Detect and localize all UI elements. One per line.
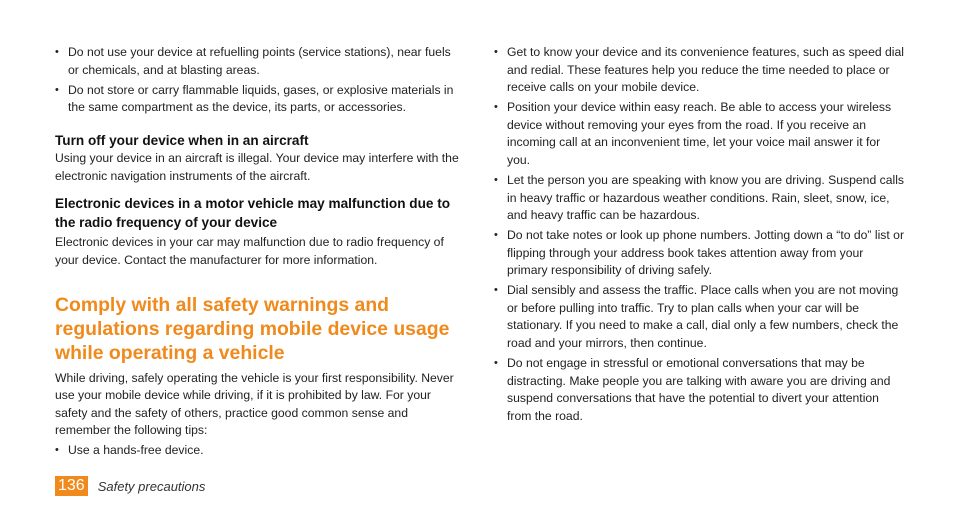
right-column <box>494 44 904 428</box>
list-item: • Do not use your device at refuelling points (service stations), near fuels or chemicals, and at blasting areas. <box>55 45 451 77</box>
bullet-list-top <box>55 44 460 117</box>
bullet-list-right <box>494 44 904 425</box>
bullet-list-bottom <box>55 442 460 460</box>
list-item: • Do not store or carry flammable liquids, gases, or explosive materials in the same compartment as the device, its parts, or accessories. <box>55 82 454 115</box>
bullet-icon: • <box>494 173 498 186</box>
list-item: • Do not take notes or look up phone numbers. Jotting down a “to do” list or flipping through your address book takes attention away from your primary responsibility of driving safely. <box>494 228 904 278</box>
bullet-icon: • <box>494 46 498 58</box>
list-item: • Position your device within easy reach. Be able to access your wireless device without removing your eyes from the road. If you receive an incoming call at an inconvenient time, let your voice mail answer it for you. <box>494 100 892 167</box>
motor-vehicle-heading: Electronic devices in a motor vehicle may malfunction due to the radio frequency of your device <box>55 196 451 230</box>
list-item: • Use a hands-free device. <box>55 442 460 460</box>
list-item: • Dial sensibly and assess the traffic. Place calls when you are not moving or before pulling into traffic. Try to plan calls when your car will be stationary. If you need to make a call, dial only a few numbers, check the road and your mirrors, then continue. <box>494 283 899 351</box>
left-column <box>55 44 460 462</box>
main-heading: Comply with all safety warnings and regulations regarding mobile device usage while operating a vehicle <box>55 293 450 364</box>
aircraft-heading: Turn off your device when in an aircraft <box>55 132 309 148</box>
bullet-icon: • <box>494 284 498 297</box>
bullet-icon: • <box>55 46 59 58</box>
aircraft-body: Using your device in an aircraft is illegal. Your device may interfere with the electronic navigation instruments of the aircraft. <box>55 151 459 183</box>
list-item: • Let the person you are speaking with know you are driving. Suspend calls in heavy traffic or hazardous weather conditions. Rain, sleet, snow, ice, and heavy traffic can be hazardous. <box>494 172 905 223</box>
list-item: • Get to know your device and its convenience features, such as speed dial and redial. These features help you reduce the time needed to place or receive calls on your mobile device. <box>494 45 905 95</box>
page-number: 136 <box>55 476 88 496</box>
motor-vehicle-body: Electronic devices in your car may malfunction due to radio frequency of your device. Contact the manufacturer for more information. <box>55 235 444 268</box>
bullet-icon: • <box>55 83 59 96</box>
intro-paragraph: While driving, safely operating the vehicle is your first responsibility. Never use your mobile device while driving, if it is prohibited by law. For your safety and the safety of others, practice good common sense and remember the following tips: <box>55 370 454 438</box>
bullet-icon: • <box>55 444 59 457</box>
bullet-icon: • <box>494 101 498 114</box>
bullet-icon: • <box>494 229 498 242</box>
bullet-icon: • <box>494 357 498 370</box>
section-title: Safety precautions <box>97 478 206 494</box>
list-item: • Do not engage in stressful or emotional conversations that may be distracting. Make people you are talking with aware you are driving and suspend conversations that have the potential to divert your attention from the road. <box>494 356 891 423</box>
page-footer <box>55 476 205 496</box>
